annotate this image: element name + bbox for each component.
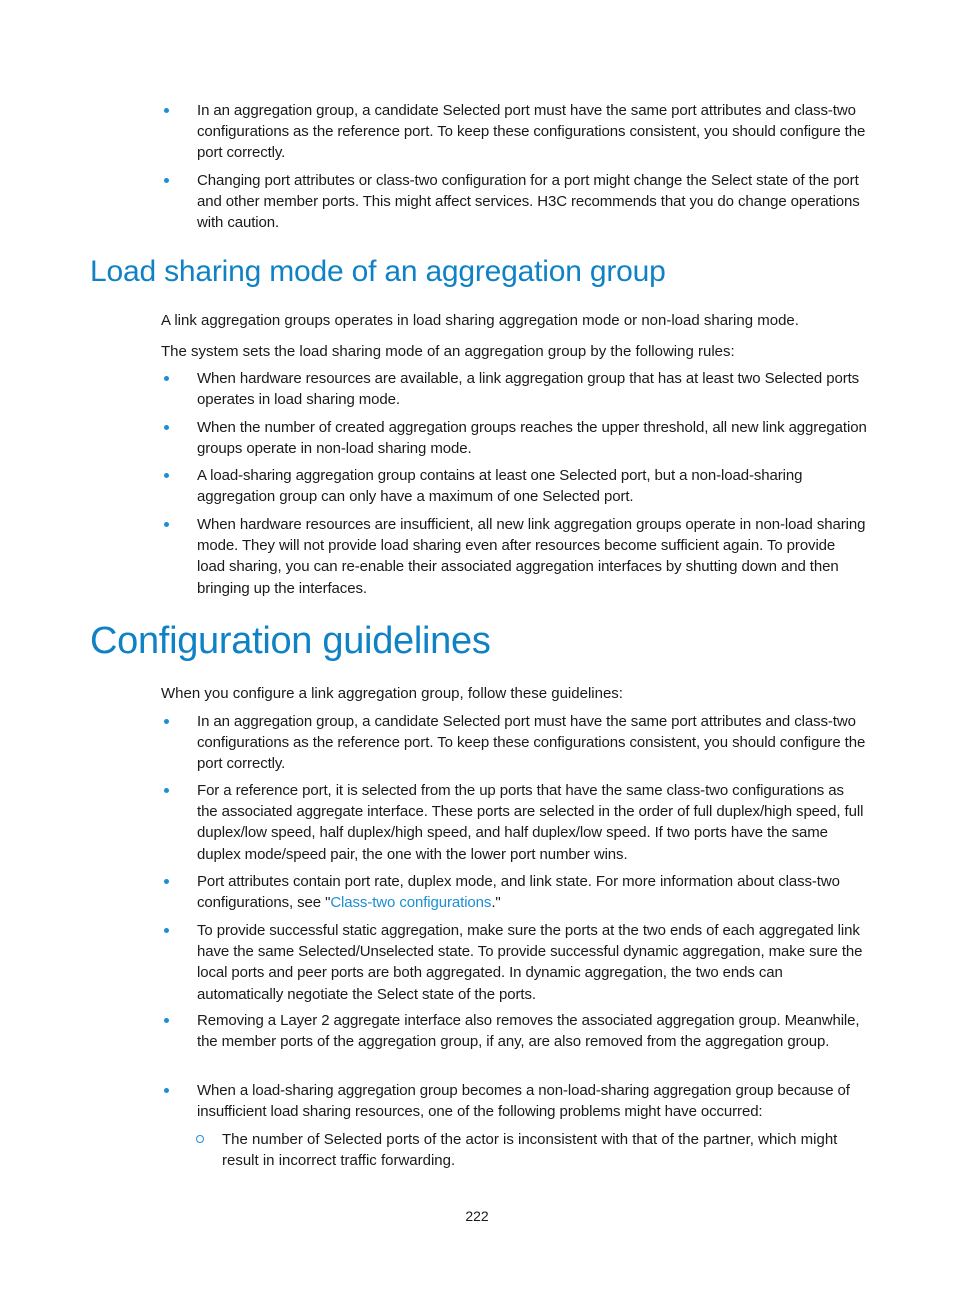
bullet-dot-icon <box>164 1018 169 1023</box>
section-heading-load-sharing: Load sharing mode of an aggregation group <box>90 255 666 288</box>
bullet-dot-icon <box>164 425 169 430</box>
list-item: When the number of created aggregation groups reaches the upper threshold, all new link aggregation groups operate in non-load sharing mode. <box>197 417 867 459</box>
bullet-dot-icon <box>164 1088 169 1093</box>
list-item: To provide successful static aggregation, make sure the ports at the two ends of each aggregated link have the same Selected/Unselected state. To provide successful dynamic aggregation, make sure the local ports and peer ports are both aggregated. In dynamic aggregation, the two ends can automatically negotiate the Select state of the ports. <box>197 920 867 1005</box>
list-item: When a load-sharing aggregation group becomes a non-load-sharing aggregation group because of insufficient load sharing resources, one of the following problems might have occurred: <box>197 1080 867 1122</box>
class-two-configurations-link[interactable]: Class-two configurations <box>330 894 492 912</box>
load-sharing-intro: A link aggregation groups operates in load sharing aggregation mode or non-load sharing mode. <box>161 312 799 329</box>
list-item: For a reference port, it is selected from the up ports that have the same class-two configurations as the associated aggregate interface. These ports are selected in the order of full duplex/high speed, full duplex/low speed, half duplex/high speed, and half duplex/low speed. If two ports have the same duplex mode/speed pair, the one with the lower port number wins. <box>197 780 867 865</box>
list-item: Changing port attributes or class-two configuration for a port might change the Select state of the port and other member ports. This might affect services. H3C recommends that you do change operations with caution. <box>197 170 867 234</box>
page-number: 222 <box>465 1208 489 1224</box>
list-item: A load-sharing aggregation group contains at least one Selected port, but a non-load-sharing aggregation group can only have a maximum of one Selected port. <box>197 465 867 507</box>
list-item: When hardware resources are available, a link aggregation group that has at least two Selected ports operates in load sharing mode. <box>197 368 867 410</box>
bullet-dot-icon <box>164 719 169 724</box>
bullet-dot-icon <box>164 108 169 113</box>
bullet-dot-icon <box>164 376 169 381</box>
bullet-dot-icon <box>164 522 169 527</box>
list-item: In an aggregation group, a candidate Selected port must have the same port attributes and class-two configurations as the reference port. To keep these configurations consistent, you should configure the port correctly. <box>197 100 867 164</box>
bullet-dot-icon <box>164 788 169 793</box>
hollow-circle-bullet-icon <box>196 1135 204 1143</box>
list-item: When hardware resources are insufficient, all new link aggregation groups operate in non-load sharing mode. They will not provide load sharing even after resources become sufficient again. To provide load sharing, you can re-enable their associated aggregation interfaces by shutting down and then bringing up the interfaces. <box>197 514 867 599</box>
load-sharing-rules-intro: The system sets the load sharing mode of an aggregation group by the following rules: <box>161 343 735 360</box>
list-item: In an aggregation group, a candidate Selected port must have the same port attributes and class-two configurations as the reference port. To keep these configurations consistent, you should configure the port correctly. <box>197 711 867 775</box>
bullet-dot-icon <box>164 879 169 884</box>
list-item: Port attributes contain port rate, duplex mode, and link state. For more information about class-two configurations, see "Class-two configurations." <box>197 871 867 913</box>
bullet-dot-icon <box>164 178 169 183</box>
bullet-dot-icon <box>164 928 169 933</box>
guidelines-intro: When you configure a link aggregation group, follow these guidelines: <box>161 685 623 702</box>
section-heading-configuration-guidelines: Configuration guidelines <box>90 620 491 662</box>
list-item: Removing a Layer 2 aggregate interface also removes the associated aggregation group. Meanwhile, the member ports of the aggregation group, if any, are also removed from the aggregation group. <box>197 1010 867 1052</box>
sub-list-item: The number of Selected ports of the actor is inconsistent with that of the partner, which might result in incorrect traffic forwarding. <box>222 1129 867 1171</box>
bullet-dot-icon <box>164 473 169 478</box>
